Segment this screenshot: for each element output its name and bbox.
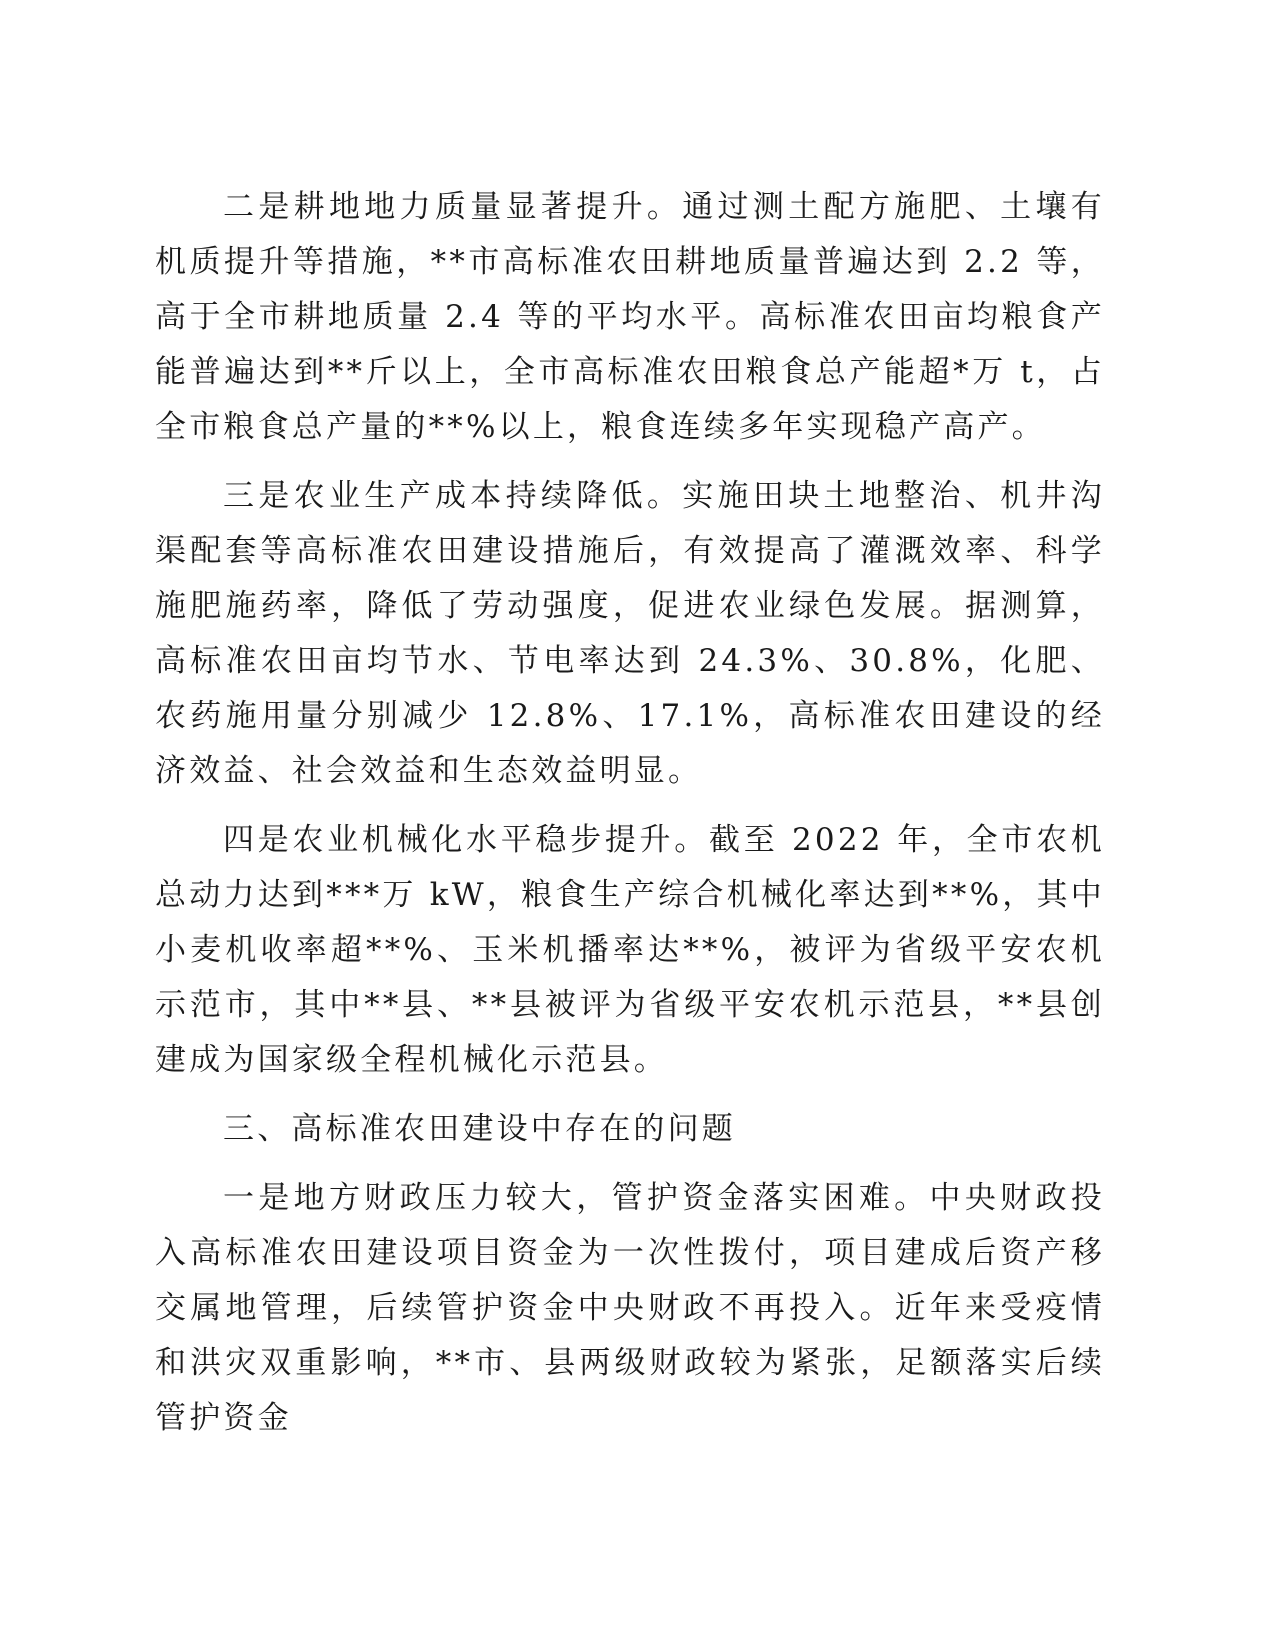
section-heading-problems: 三、高标准农田建设中存在的问题 — [223, 1111, 736, 1147]
paragraph-mechanization: 四是农业机械化水平稳步提升。截至 2022 年，全市农机总动力达到***万 kW，粮食生产综合机械化率达到**%，其中小麦机收率超**%、玉米机播率达**%，被评为省级平安农机示范市，其中**县、**县被评为省级平安农机示范县，**县创建成为国家级全程机械化示范县。 — [155, 822, 1105, 1078]
paragraph-production-cost: 三是农业生产成本持续降低。实施田块土地整治、机井沟渠配套等高标准农田建设措施后，有效提高了灌溉效率、科学施肥施药率，降低了劳动强度，促进农业绿色发展。据测算，高标准农田亩均节水、节电率达到 24.3%、30.8%，化肥、农药施用量分别减少 12.8%、17.1%，高标准农田建设的经济效益、社会效益和生态效益明显。 — [155, 478, 1105, 789]
document-body — [155, 180, 1105, 1460]
paragraph-soil-quality: 二是耕地地力质量显著提升。通过测土配方施肥、土壤有机质提升等措施，**市高标准农田耕地质量普遍达到 2.2 等，高于全市耕地质量 2.4 等的平均水平。高标准农田亩均粮食产能普遍达到**斤以上，全市高标准农田粮食总产能超*万 t，占全市粮食总产量的**%以上，粮食连续多年实现稳产高产。 — [155, 189, 1105, 445]
paragraph-fiscal-pressure: 一是地方财政压力较大，管护资金落实困难。中央财政投入高标准农田建设项目资金为一次性拨付，项目建成后资产移交属地管理，后续管护资金中央财政不再投入。近年来受疫情和洪灾双重影响，**市、县两级财政较为紧张，足额落实后续管护资金 — [155, 1180, 1105, 1436]
